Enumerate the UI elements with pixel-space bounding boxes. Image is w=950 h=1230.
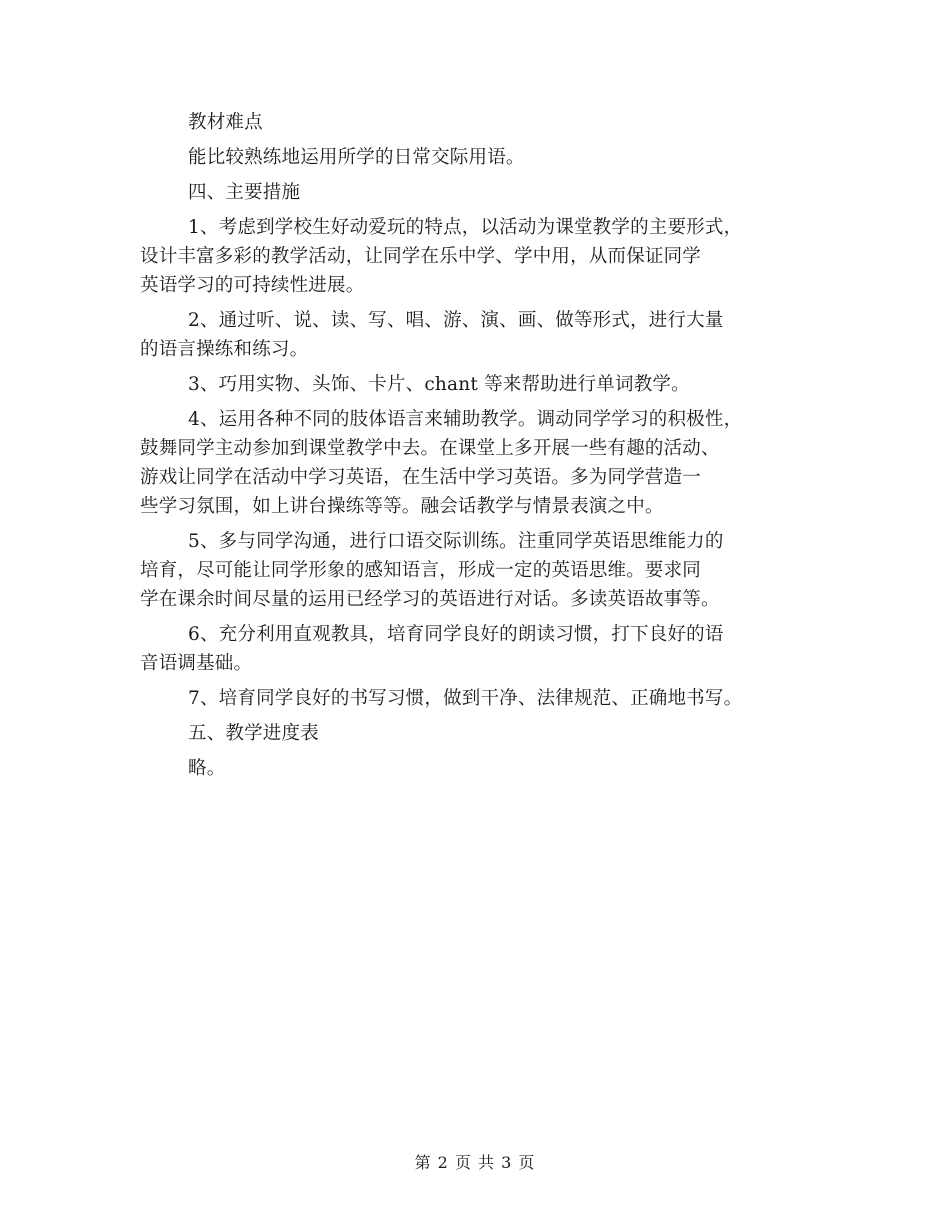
- section-heading: 五、教学进度表: [188, 723, 319, 744]
- text-line: 游戏让同学在活动中学习英语，在生活中学习英语。多为同学营造一: [140, 467, 702, 488]
- text-line: 4、运用各种不同的肢体语言来辅助教学。调动同学学习的积极性，: [188, 409, 743, 430]
- text-line: 英语学习的可持续性进展。: [140, 275, 365, 296]
- page-number-footer: 第 2 页 共 3 页: [414, 1153, 536, 1172]
- text-line: 2、通过听、说、读、写、唱、游、演、画、做等形式，进行大量: [188, 310, 724, 331]
- text-line: 3、巧用实物、头饰、卡片、chant 等来帮助进行单词教学。: [188, 374, 690, 395]
- text-line: 鼓舞同学主动参加到课堂教学中去。在课堂上多开展一些有趣的活动、: [140, 438, 720, 459]
- text-line: 培育，尽可能让同学形象的感知语言，形成一定的英语思维。要求同: [140, 560, 702, 581]
- text-line: 教材难点: [188, 112, 263, 133]
- text-line: 学在课余时间尽量的运用已经学习的英语进行对话。多读英语故事等。: [140, 589, 720, 610]
- text-line: 音语调基础。: [140, 653, 253, 674]
- text-line: 1、考虑到学校生好动爱玩的特点，以活动为课堂教学的主要形式，: [188, 217, 743, 238]
- text-line: 6、充分利用直观教具，培育同学良好的朗读习惯，打下良好的语: [188, 624, 724, 645]
- document-body: [140, 108, 820, 783]
- section-heading: 四、主要措施: [188, 182, 301, 203]
- text-line: 些学习氛围，如上讲台操练等等。融会话教学与情景表演之中。: [140, 496, 664, 517]
- text-line: 的语言操练和练习。: [140, 339, 309, 360]
- text-line: 7、培育同学良好的书写习惯，做到干净、法律规范、正确地书写。: [188, 688, 743, 709]
- text-line: 能比较熟练地运用所学的日常交际用语。: [188, 147, 525, 168]
- text-line: 5、多与同学沟通，进行口语交际训练。注重同学英语思维能力的: [188, 531, 724, 552]
- text-line: 略。: [188, 758, 226, 779]
- text-line: 设计丰富多彩的教学活动，让同学在乐中学、学中用，从而保证同学: [140, 246, 702, 267]
